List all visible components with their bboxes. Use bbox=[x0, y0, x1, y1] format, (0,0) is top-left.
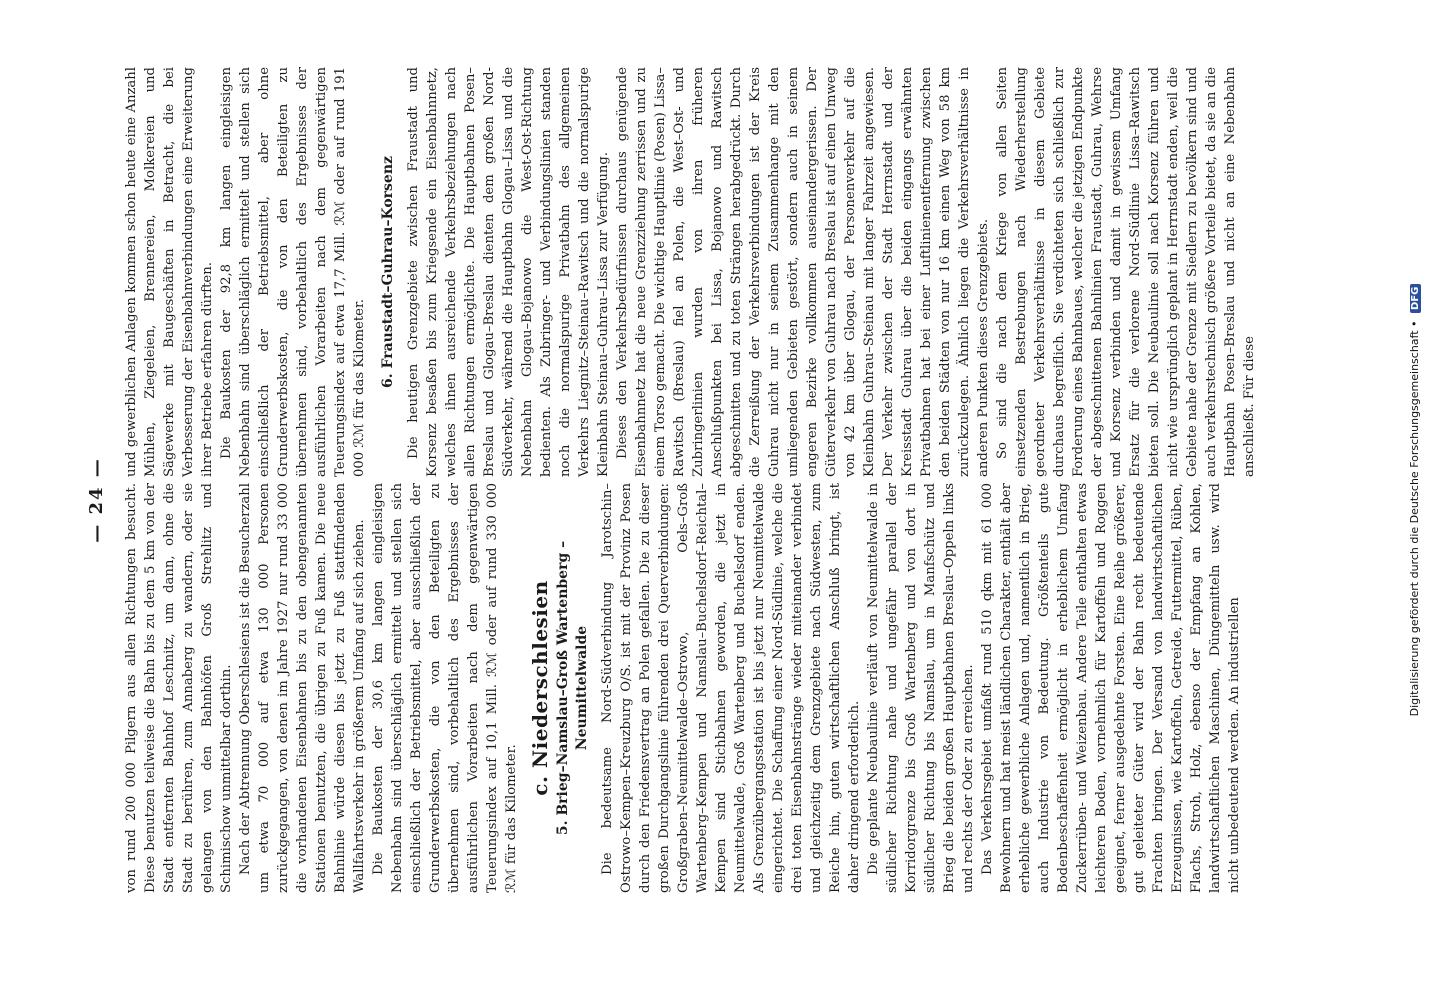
section-heading: c. Niederschlesien bbox=[528, 580, 552, 796]
paragraph: Nach der Abtrennung Oberschlesiens ist die Besucherzahl um etwa 70 000 auf etwa 130 000 Personen zurückgegangen, von denen im Jahre 1927 nur rund 33 000 die vorhandenen Eisenbahnen bis zu den obengenannten Stationen benutzten, die übrigen zu Fuß kamen. Die neue Bahnlinie würde diesen bis jetzt zu Fuß stattfindenden Wallfahrtsverkehr in größerem Umfang auf sich ziehen. bbox=[238, 483, 367, 893]
dfg-logo: DFG bbox=[1410, 284, 1421, 313]
sub-heading: 5. Brieg–Namslau–Groß Wartenberg –Neumittelwalde bbox=[555, 540, 590, 836]
page-number: — 24 — bbox=[86, 457, 107, 543]
digitization-note bbox=[1408, 40, 1421, 960]
paragraph: von rund 200 000 Pilgern aus allen Richtungen besucht. Diese benutzen teilweise die Bahn bis zu dem 5 km von der Stadt entfernten Bahnhof Leschnitz, um dann, ohne die Stadt zu berühren, zum Annaberg zu wandern, oder sie gelangen von den Bahnhöfen Groß Strehlitz und Schimischow unmittelbar dorthin. bbox=[124, 483, 234, 893]
paragraph: Dieses den Verkehrsbedürfnissen durchaus genügende Eisenbahnnetz hat die neue Grenzziehung zerrissen und zu einem Torso gemacht. Die wichtige Hauptlinie (Posen) Lissa–Rawitsch (Breslau) fiel an Polen, die West–Ost- und Zubringerlinien wurden von ihren früheren Anschlußpunkten bei Lissa, Bojanowo und Rawitsch abgeschnitten und zu toten Strängen herabgedrückt. Durch die Zerreißung der Verkehrsverbindungen ist der Kreis Guhrau nicht nur in seinem Zusammenhange mit den umliegenden Gebieten gestört, sondern auch in seinem engeren Bezirke vollkommen auseinandergerissen. Der Güterverkehr von Guhrau nach Breslau ist auf einen Umweg von 42 km über Glogau, der Personenverkehr auf die Kleinbahn Guhrau–Steinau mit langer Fahrzeit angewiesen. Der Verkehr zwischen der Stadt Herrnstadt und der Kreisstadt Guhrau über die beiden eingangs erwähnten Privatbahnen hat bei einer Luftlinienentfernung zwischen den beiden Städten von nur 16 km einen Weg von 58 km zurückzulegen. Ähnlich liegen die Verkehrsverhältnisse in anderen Punkten dieses Grenzgebiets. bbox=[615, 67, 991, 477]
paragraph: Die Baukosten der 92,8 km langen eingleisigen Nebenbahn sind überschläglich ermittelt und stellen sich einschließlich der Betriebsmittel, aber ohne Grunderwerbskosten, die von den Beteiligten zu übernehmen sind, vorbehaltlich des Ergebnisses der ausführlichen Vorarbeiten nach dem gegenwärtigen Teuerungsindex auf etwa 17,7 Mill. ℛℳ oder auf rund 191 000 ℛℳ für das Kilometer. bbox=[219, 67, 367, 477]
paragraph: Das Verkehrsgebiet umfaßt rund 510 qkm mit 61 000 Bewohnern und hat meist ländlichen Charakter, enthält aber erhebliche gewerbliche Anlagen und, namentlich in Brieg, auch Industrie von Bedeutung. Größtenteils gute Bodenbeschaffenheit ermöglicht in erheblichem Umfang Zuckerrüben- und Weizenbau. Andere Teile enthalten etwas leichteren Boden, vornehmlich für Kartoffeln und Roggen geeignet, ferner ausgedehnte Forsten. Eine Reihe größerer, gut geleiteter Güter wird der Bahn recht bedeutende Frachten bringen. Der Versand von landwirtschaftlichen Erzeugnissen, wie Kartoffeln, Getreide, Futtermittel, Rüben, Flachs, Stroh, Holz, ebenso der Empfang an Kohlen, landwirtschaftlichen Maschinen, Düngemitteln usw. wird nicht unbedeutend werden. An industriellen bbox=[980, 483, 1242, 893]
paragraph: Die bedeutsame Nord-Südverbindung Jarotschin–Ostrowo–Kempen–Kreuzburg O/S. ist mit der Provinz Posen durch den Friedensvertrag an Polen gefallen. Die zu dieser großen Durchgangslinie führenden drei Querverbindungen: Großgraben–Neumittelwalde–Ostrowo, Oels–Groß Wartenberg–Kempen und Namslau–Buchelsdorf–Reichtal–Kempen sind Stichbahnen geworden, die jetzt in Neumittelwalde, Groß Wartenberg und Buchelsdorf enden. Als Grenzübergangsstation ist bis jetzt nur Neumittelwalde eingerichtet. Die Schaffung einer Nord-Südlinie, welche die drei toten Eisenbahnstränge wieder miteinander verbindet und gleichzeitig dem Grenzgebiete nach Südwesten, zum Reiche hin, guten wirtschaftlichen Anschluß bringt, ist daher dringend erforderlich. bbox=[600, 483, 862, 893]
paragraph: und gewerblichen Anlagen kommen schon heute eine Anzahl Mühlen, Ziegeleien, Brennereien, Molkereien und Sägewerke mit Baugeschäften in Betracht, die bei Verbesserung der Eisenbahnverbindungen eine Erweiterung ihrer Betriebe erfahren dürften. bbox=[124, 67, 215, 477]
sub-heading: 6. Fraustadt–Guhrau–Korsenz bbox=[380, 156, 396, 388]
paragraph: So sind die nach dem Kriege von allen Seiten einsetzenden Bestrebungen nach Wiederherstellung geordneter Verkehrsverhältnisse in diesem Gebiete durchaus begreiflich. Sie verdichteten sich schließlich zur Forderung eines Bahnbaues, welcher die jetzigen Endpunkte der abgeschnittenen Bahnlinien Fraustadt, Guhrau, Wehrse und Korsenz verbinden und damit in gewissem Umfang Ersatz für die verlorene Nord-Südlinie Lissa–Rawitsch bieten soll. Die Neubaulinie soll nach Korsenz führen und nicht wie ursprünglich geplant in Herrnstadt enden, weil die Gebiete nahe der Grenze mit Siedlern zu bevölkern sind und auch verkehrstechnisch größere Vorteile bietet, da sie an die Hauptbahn Posen–Breslau und nicht an eine Nebenbahn anschließt. Für diese bbox=[995, 67, 1257, 477]
left-column bbox=[122, 483, 1244, 893]
paragraph: Die geplante Neubaulinie verläuft von Neumittelwalde in südlicher Richtung nahe und ungefähr parallel der Korridorgrenze bis Groß Wartenberg und von dort in südlicher Richtung bis Namslau, um in Manfschütz und Brieg die beiden großen Hauptbahnen Breslau–Oppeln links und rechts der Oder zu erreichen. bbox=[866, 483, 976, 893]
paragraph: Die heutigen Grenzgebiete zwischen Fraustadt und Korsenz besaßen bis zum Kriegsende ein Eisenbahnnetz, welches ihnen ausreichende Verkehrsbeziehungen nach allen Richtungen ermöglichte. Die Hauptbahnen Posen–Breslau und Glogau–Breslau dienten dem großen Nord-Südverkehr, während die Hauptbahn Glogau–Lissa und die Nebenbahn Glogau–Bojanowo die West-Ost-Richtung bedienten. Als Zubringer- und Verbindungslinien standen noch die normalspurige Privatbahn des allgemeinen Verkehrs Liegnitz–Steinau–Rawitsch und die normalspurige Kleinbahn Steinau–Guhrau–Lissa zur Verfügung. bbox=[406, 67, 611, 477]
paragraph: Die Baukosten der 30,6 km langen eingleisigen Nebenbahn sind überschläglich ermittelt und stellen sich einschließlich der Betriebsmittel, aber ausschließlich der Grunderwerbskosten, die von den Beteiligten zu übernehmen sind, vorbehaltlich des Ergebnisses der ausführlichen Vorarbeiten nach dem gegenwärtigen Teuerungsindex auf 10,1 Mill. ℛℳ oder auf rund 330 000 ℛℳ für das Kilometer. bbox=[371, 483, 519, 893]
digitization-text: Digitalisierung gefördert durch die Deutsche Forschungsgemeinschaft • bbox=[1408, 320, 1421, 717]
right-column bbox=[122, 67, 1259, 477]
